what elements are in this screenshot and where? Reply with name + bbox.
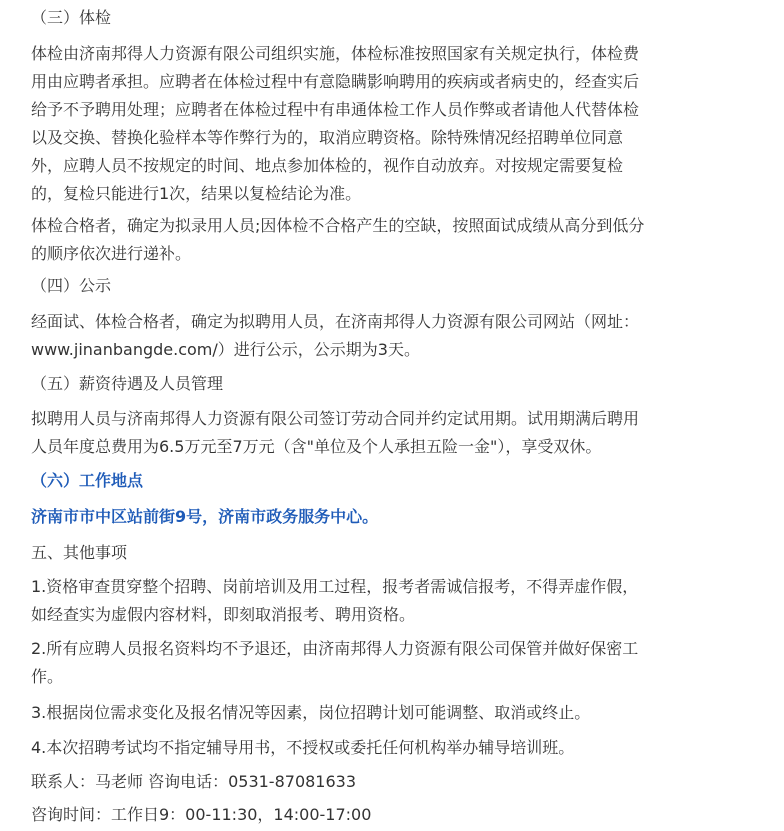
paragraph-line: 的顺序依次进行递补。 [31, 244, 192, 263]
work-address: 济南市市中区站前街9号，济南市政务服务中心。 [31, 507, 379, 526]
paragraph-line: 的，复检只能进行1次，结果以复检结论为准。 [31, 184, 362, 203]
paragraph-line: 体检由济南邦得人力资源有限公司组织实施，体检标准按照国家有关规定执行，体检费 [31, 44, 640, 63]
paragraph-line: www.jinanbangde.com/）进行公示，公示期为3天。 [31, 340, 420, 359]
paragraph-line: 外，应聘人员不按规定的时间、地点参加体检的，视作自动放弃。对按规定需要复检 [31, 156, 624, 175]
list-item: 2.所有应聘人员报名资料均不予退还，由济南邦得人力资源有限公司保管并做好保密工 [31, 639, 639, 658]
list-item: 4.本次招聘考试均不指定辅导用书，不授权或委托任何机构举办辅导培训班。 [31, 738, 575, 757]
section-heading-other-matters: 五、其他事项 [31, 543, 128, 562]
paragraph-line: 以及交换、替换化验样本等作弊行为的，取消应聘资格。除特殊情况经招聘单位同意 [31, 128, 624, 147]
contact-info: 联系人：马老师 咨询电话：0531-87081633 [31, 772, 357, 791]
paragraph-line: 经面试、体检合格者，确定为拟聘用人员，在济南邦得人力资源有限公司网站（网址： [31, 312, 640, 331]
paragraph-line: 用由应聘者承担。应聘者在体检过程中有意隐瞒影响聘用的疾病或者病史的，经查实后 [31, 72, 640, 91]
section-heading-salary: （五）薪资待遇及人员管理 [31, 374, 224, 393]
section-heading-work-location: （六）工作地点 [31, 471, 144, 490]
list-item: 作。 [31, 667, 64, 686]
section-heading-announcement: （四）公示 [31, 276, 112, 295]
paragraph-line: 给予不予聘用处理；应聘者在体检过程中有串通体检工作人员作弊或者请他人代替体检 [31, 100, 640, 119]
list-item: 1.资格审查贯穿整个招聘、岗前培训及用工过程，报考者需诚信报考，不得弄虚作假， [31, 577, 639, 596]
paragraph-line: 人员年度总费用为6.5万元至7万元（含"单位及个人承担五险一金"），享受双休。 [31, 437, 602, 456]
list-item: 3.根据岗位需求变化及报名情况等因素，岗位招聘计划可能调整、取消或终止。 [31, 703, 591, 722]
section-heading-physical-exam: （三）体检 [31, 8, 112, 27]
consultation-hours: 咨询时间：工作日9：00-11:30，14:00-17:00 [31, 805, 372, 824]
paragraph-line: 体检合格者，确定为拟录用人员;因体检不合格产生的空缺，按照面试成绩从高分到低分 [31, 216, 645, 235]
list-item: 如经查实为虚假内容材料，即刻取消报考、聘用资格。 [31, 605, 416, 624]
paragraph-line: 拟聘用人员与济南邦得人力资源有限公司签订劳动合同并约定试用期。试用期满后聘用 [31, 409, 640, 428]
